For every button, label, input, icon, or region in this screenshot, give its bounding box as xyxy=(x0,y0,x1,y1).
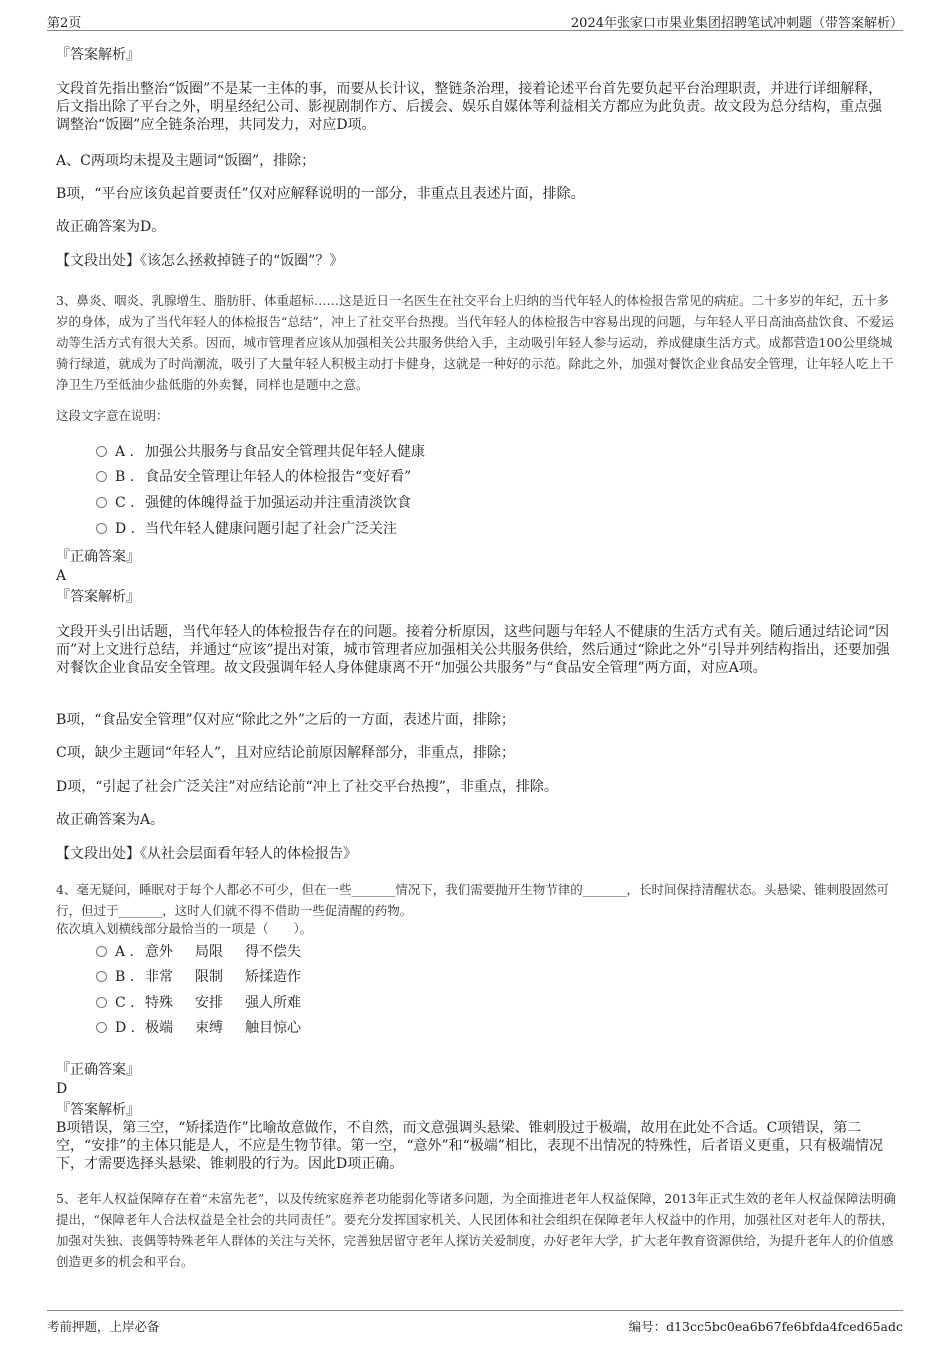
q4-analysis-label: 『答案解析』 xyxy=(56,1102,140,1118)
q3-option-d[interactable]: D . 当代年轻人健康问题引起了社会广泛关注 xyxy=(96,519,397,539)
q4-stem: 4、毫无疑问，睡眠对于每个人都必不可少，但在一些_______情况下，我们需要抛开生物节律的_______，长时间保持清醒状态。头悬梁、锥刺股固然可行，但过于_______，这时人们就不得不借助一些促清醒的药物。 xyxy=(56,882,889,918)
q3-analysis-p4: D项，“引起了社会广泛关注”对应结论前“冲上了社交平台热搜”，非重点，排除。 xyxy=(56,779,558,795)
q2-analysis-label: 『答案解析』 xyxy=(56,47,140,63)
radio-icon[interactable] xyxy=(96,446,107,457)
q4-option-c[interactable]: C . 特殊 安排 强人所难 xyxy=(96,993,301,1013)
q2-analysis-p4: 故正确答案为D。 xyxy=(56,219,166,235)
footer-slogan: 考前押题，上岸必备 xyxy=(47,1319,160,1334)
q3-answer-label: 『正确答案』 xyxy=(56,549,140,565)
q2-analysis-p3: B项，“平台应该负起首要责任”仅对应解释说明的一部分，非重点且表述片面，排除。 xyxy=(56,186,585,202)
radio-icon[interactable] xyxy=(96,497,107,508)
radio-icon[interactable] xyxy=(96,946,107,957)
q4-option-b[interactable]: B . 非常 限制 矫揉造作 xyxy=(96,967,301,987)
q3-option-b[interactable]: B . 食品安全管理让年轻人的体检报告“变好看” xyxy=(96,467,411,487)
q3-stem: 3、鼻炎、咽炎、乳腺增生、脂肪肝、体重超标……这是近日一名医生在社交平台上归纳的当代年轻人的体检报告常见的病症。二十多岁的年纪，五十多岁的身体，成为了当代年轻人的体检报告“总结”，冲上了社交平台热搜。当代年轻人的体检报告中容易出现的问题，与年轻人平日高油高盐饮食、不爱运动等生活方式有很大关系。因而，城市管理者应该从加强相关公共服务供给入手，主动吸引年轻人参与运动，养成健康生活方式。成都营造100公里绕城骑行绿道，就成为了时尚潮流，吸引了大量年轻人积极主动打卡健身，这就是一种好的示范。除此之外，加强对餐饮企业食品安全管理，让年轻人吃上干净卫生乃至低油少盐低脂的外卖餐，同样也是题中之意。 xyxy=(56,293,894,392)
q4-answer: D xyxy=(56,1081,68,1097)
q4-prompt: 依次填入划横线部分最恰当的一项是（ ）。 xyxy=(56,921,313,936)
radio-icon[interactable] xyxy=(96,971,107,982)
q2-analysis-p1: 文段首先指出整治“饭圈”不是某一主体的事，而要从长计议，整链条治理，接着论述平台首先要负起平台治理职责，并进行详细解释，后文指出除了平台之外，明星经纪公司、影视剧制作方、后援会、娱乐自媒体等利益相关方都应为此负责。故文段为总分结构，重点强调整治“饭圈”应全链条治理，共同发力，对应D项。 xyxy=(56,81,883,133)
q4-answer-label: 『正确答案』 xyxy=(56,1062,140,1078)
page-number: 第2页 xyxy=(47,16,82,31)
radio-icon[interactable] xyxy=(96,997,107,1008)
q3-analysis-p3: C项，缺少主题词“年轻人”，且对应结论前原因解释部分，非重点，排除； xyxy=(56,745,516,761)
q3-analysis-label: 『答案解析』 xyxy=(56,589,140,605)
radio-icon[interactable] xyxy=(96,523,107,534)
radio-icon[interactable] xyxy=(96,1022,107,1033)
q3-prompt: 这段文字意在说明： xyxy=(56,408,169,423)
page-header xyxy=(47,8,903,31)
q4-option-d[interactable]: D . 极端 束缚 触目惊心 xyxy=(96,1018,301,1038)
document-title: 2024年张家口市果业集团招聘笔试冲刺题（带答案解析） xyxy=(570,16,903,31)
page-footer xyxy=(47,1310,903,1335)
q3-option-c[interactable]: C . 强健的体魄得益于加强运动并注重清淡饮食 xyxy=(96,493,411,513)
footer-serial: 编号：d13cc5bc0ea6b67fe6bfda4fced65adc xyxy=(628,1319,903,1334)
q5-stem: 5、老年人权益保障存在着“未富先老”，以及传统家庭养老功能弱化等诸多问题，为全面推进老年人权益保障，2013年正式生效的老年人权益保障法明确提出，“保障老年人合法权益是全社会的共同责任”。要充分发挥国家机关、人民团体和社会组织在保障老年人权益中的作用，加强社区对老年人的帮扶，加强对失独、丧偶等特殊老年人群体的关注与关怀，完善独居留守老年人探访关爱制度，办好老年大学，扩大老年教育资源供给，为提升老年人的价值感创造更多的机会和平台。 xyxy=(56,1191,897,1269)
q3-analysis-p5: 故正确答案为A。 xyxy=(56,812,165,828)
q2-source: 【文段出处】《该怎么拯救掉链子的“饭圈”？》 xyxy=(56,253,344,269)
q3-option-a[interactable]: A . 加强公共服务与食品安全管理共促年轻人健康 xyxy=(96,442,425,462)
q4-analysis-p1: B项错误，第三空，“矫揉造作”比喻故意做作，不自然，而文意强调头悬梁、锥刺股过于极端，故用在此处不合适。C项错误，第二空，“安排”的主体只能是人，不应是生物节律。第一空，“意外”和“极端”相比，表现不出情况的特殊性，后者语义更重，只有极端情况下，才需要选择头悬梁、锥刺股的行为。因此D项正确。 xyxy=(56,1120,883,1172)
radio-icon[interactable] xyxy=(96,471,107,482)
q4-option-a[interactable]: A . 意外 局限 得不偿失 xyxy=(96,942,301,962)
q3-source: 【文段出处】《从社会层面看年轻人的体检报告》 xyxy=(56,846,357,862)
q2-analysis-p2: A、C两项均未提及主题词“饭圈”，排除； xyxy=(56,153,316,169)
q3-analysis-p1: 文段开头引出话题，当代年轻人的体检报告存在的问题。接着分析原因，这些问题与年轻人不健康的生活方式有关。随后通过结论词“因而”对上文进行总结，并通过“应该”提出对策，城市管理者应加强相关公共服务供给，然后通过“除此之外”引导并列结构指出，还要加强对餐饮企业食品安全管理。故文段强调年轻人身体健康离不开“加强公共服务”与“食品安全管理”两方面，对应A项。 xyxy=(56,624,890,676)
q3-analysis-p2: B项，“食品安全管理”仅对应“除此之外”之后的一方面，表述片面，排除； xyxy=(56,712,515,728)
q3-answer: A xyxy=(56,568,67,584)
